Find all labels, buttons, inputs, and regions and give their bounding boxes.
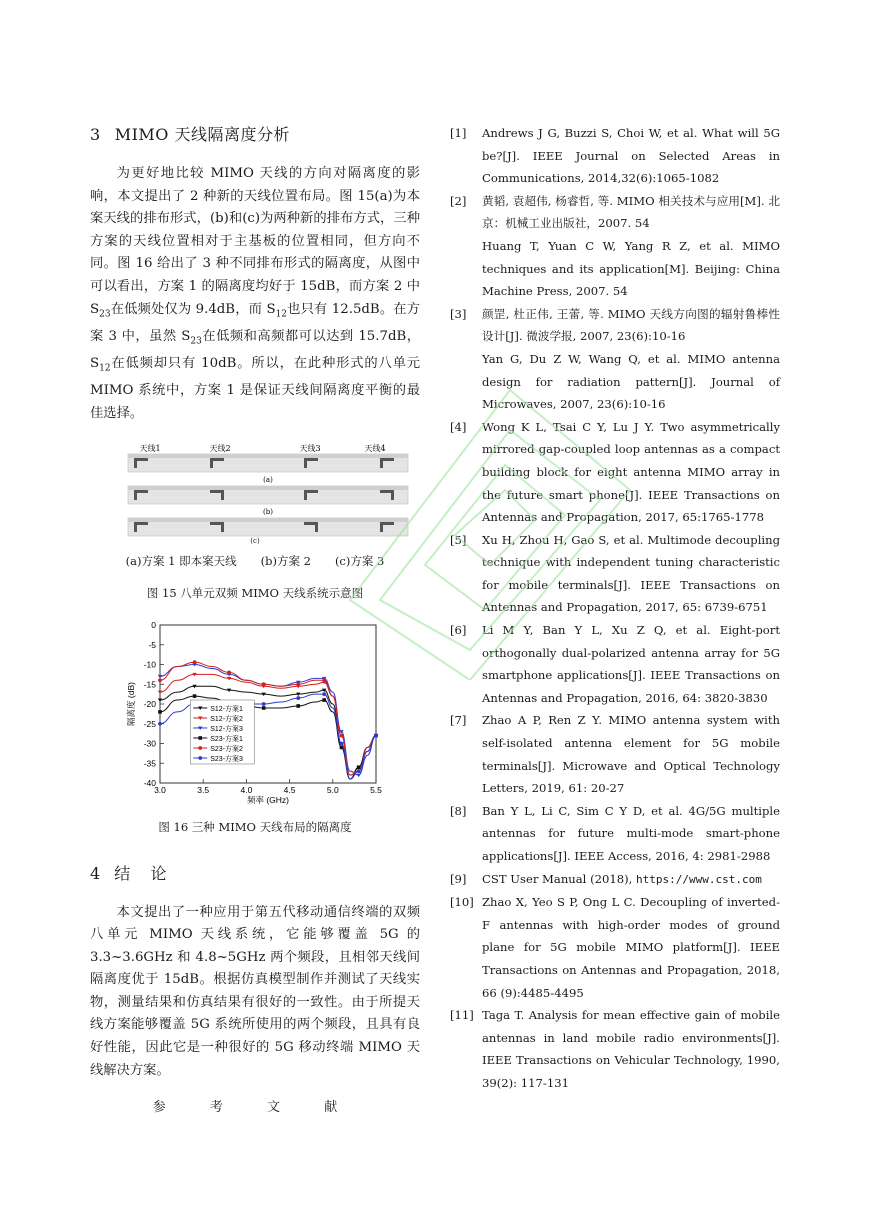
section-title: 结 论 [114, 863, 167, 883]
subcaption-c: (c)方案 3 [334, 553, 385, 568]
data-point [340, 745, 344, 749]
data-point [357, 769, 361, 773]
references-list [450, 122, 780, 1095]
reference-number: [5] [450, 532, 467, 547]
reference-number: [10] [450, 895, 474, 910]
section-number: 3 [90, 125, 101, 144]
reference-number: [1] [450, 126, 467, 140]
reference-text: Zhao A P, Ren Z Y. MIMO antenna system with self-isolated antenna element for 5G mobile terminals[J]. Microwave and Optical Technology Letters, 2019, 61: 20-27 [482, 713, 780, 796]
section-number: 4 [90, 863, 101, 883]
data-point [322, 698, 326, 702]
y-tick-label: -40 [143, 777, 156, 788]
reference-item [450, 709, 780, 799]
y-tick-label: -35 [143, 757, 156, 768]
reference-number: [6] [450, 623, 467, 638]
data-point [374, 733, 378, 737]
x-tick-label: 5.5 [370, 784, 382, 795]
legend-label: S12-方案1 [210, 705, 243, 713]
reference-number: [11] [450, 1008, 474, 1023]
data-point [193, 660, 197, 664]
reference-text: Li M Y, Ban Y L, Xu Z Q, et al. Eight-port orthogonally dual-polarized antenna array for 5G smartphone applications[J]. IEEE Transactions on Antennas and Propagation, 2016, 64: 3820-3830 [482, 623, 780, 705]
y-axis-label: 隔离度 (dB) [126, 681, 136, 726]
text-run: 在低频却只有 10dB。所以，在此种形式的八单元 MIMO 系统中，方案 1 是保证天线间隔离度平衡的最佳选择。 [90, 356, 420, 421]
figure-15: 天线1 天线2 天线3 天线4 (a) (b) (c) (a)方案 1 即本案天线 (b)方案 2 (c)方案 3 图 15 八单元双频 MIMO 天线系统示意图 [90, 440, 420, 601]
section-3-heading [90, 122, 420, 145]
reference-item [450, 800, 780, 868]
reference-text: Zhao X, Yeo S P, Ong L C. Decoupling of inverted-F antennas with high-order modes of ground plane for 5G mobile MIMO platform[J]. IEEE Transactions on Antennas and Propagation, 2018, 66 (9):4485-4495 [482, 895, 780, 1000]
data-point [158, 678, 162, 682]
row-label-a: (a) [263, 475, 273, 484]
x-tick-label: 4.5 [283, 784, 296, 795]
isolation-chart [90, 617, 420, 807]
data-point [322, 678, 326, 682]
text-run: 为更好地比较 MIMO 天线的方向对隔离度的影响，本文提出了 2 种新的天线位置布局。图 15(a)为本案天线的排布形式，(b)和(c)为两种新的排布方式，三种方案的天线位置相对于主基板的位置相同，但方向不同。图 16 给出了 3 种不同排布形式的隔离度，从图中可以看出，方案 1 的隔离度均好于 15dB，而方案 2 中 S [90, 166, 420, 317]
antenna-label-2: 天线2 [209, 443, 231, 453]
x-tick-label: 3.0 [154, 784, 166, 795]
reference-text: Taga T. Analysis for mean effective gain of mobile antennas in land mobile radio environments[J]. IEEE Transactions on Vehicular Technology, 1990, 39(2): 117-131 [482, 1008, 780, 1090]
legend-label: S12-方案2 [210, 715, 243, 723]
y-tick-label: -20 [143, 698, 156, 709]
antenna-layout-diagram [90, 440, 420, 538]
reference-text: 黄韬, 袁超伟, 杨睿哲, 等. MIMO 相关技术与应用[M]. 北京：机械工业出版社，2007. 54 Huang T, Yuan C W, Yang R Z, et al. MIMO techniques and its application[M]. Beijing: China Machine Press, 2007. 54 [482, 193, 780, 299]
legend-marker [198, 756, 202, 760]
subcaption-b: (b)方案 2 [260, 553, 311, 568]
section-4-paragraph: 本文提出了一种应用于第五代移动通信终端的双频八单元 MIMO 天线系统，它能够覆盖 5G 的 3.3~3.6GHz 和 4.8~5GHz 两个频段，且相邻天线间隔离度优于 15dB。根据仿真模型制作并测试了天线实物，测量结果和仿真结果有很好的一致性。由于所提天线方案能够覆盖 5G 系统所使用的两个频段，且具有良好性能，因此它是一种很好的 5G 移动终端 MIMO 天线解决方案。 [90, 904, 420, 1078]
antenna-label-1: 天线1 [139, 443, 161, 453]
data-point [262, 706, 266, 710]
reference-number: [7] [450, 713, 467, 728]
subscript: 12 [275, 309, 288, 320]
layout-row-c [128, 518, 408, 536]
reference-text: 颜罡, 杜正伟, 王蕾, 等. MIMO 天线方向图的辐射鲁棒性设计[J]. 微波学报, 2007, 23(6):10-16 Yan G, Du Z W, Wang Q, et al. MIMO antenna design for radiation pattern[J]. Journal of Microwaves, 2007, 23(6):10-16 [482, 306, 780, 412]
subscript: 23 [99, 309, 111, 320]
y-tick-label: -5 [148, 639, 156, 650]
section-title: MIMO 天线隔离度分析 [114, 125, 290, 144]
data-point [193, 694, 197, 698]
reference-number: [4] [450, 419, 467, 434]
figure-15-caption: 图 15 八单元双频 MIMO 天线系统示意图 [146, 585, 364, 600]
data-point [340, 733, 344, 737]
data-point [296, 696, 300, 700]
reference-item [450, 1004, 780, 1094]
data-point [296, 682, 300, 686]
data-point [296, 704, 300, 708]
data-point [158, 721, 162, 725]
y-tick-label: -15 [143, 678, 156, 689]
subscript: 12 [99, 363, 111, 374]
legend-label: S23-方案3 [210, 755, 243, 763]
x-tick-label: 3.5 [197, 784, 210, 795]
data-point [357, 765, 361, 769]
reference-text: Wong K L, Tsai C Y, Lu J Y. Two asymmetrically mirrored gap-coupled loop antennas as a compact building block for eight antenna MIMO array in the future smart phone[J]. IEEE Transactions on Antennas and Propagation, 2017, 65:1765-1778 [482, 419, 780, 525]
figure-16 [90, 617, 420, 835]
left-column [90, 122, 420, 1115]
antenna-label-4: 天线4 [364, 443, 386, 453]
row-label-b: (b) [263, 507, 273, 516]
reference-item [450, 619, 780, 709]
text-run: 也只有 12.5dB。在方案 3 中，虽然 S [90, 301, 420, 344]
data-point [262, 702, 266, 706]
y-tick-label: 0 [151, 619, 156, 630]
reference-item [450, 416, 780, 529]
reference-item [450, 122, 780, 190]
reference-url: https://www.cst.com [636, 872, 762, 886]
layout-row-a [128, 454, 408, 484]
data-point [227, 670, 231, 674]
y-tick-label: -30 [143, 738, 156, 748]
reference-text: Andrews J G, Buzzi S, Choi W, et al. What will 5G be?[J]. IEEE Journal on Selected Areas in Communications, 2014,32(6):1065-1082 [482, 126, 780, 186]
reference-item [450, 891, 780, 1004]
x-tick-label: 4.0 [240, 784, 253, 795]
layout-row-b [128, 486, 408, 516]
reference-item [450, 190, 780, 303]
reference-number: [8] [450, 803, 467, 818]
reference-number: [3] [450, 306, 467, 321]
antenna-label-3: 天线3 [299, 443, 321, 453]
reference-text: Ban Y L, Li C, Sim C Y D, et al. 4G/5G multiple antennas for future multi-mode smart-phone applications[J]. IEEE Access, 2016, 4: 2981-2988 [482, 803, 780, 863]
section-4-heading [90, 861, 420, 884]
reference-text: CST User Manual (2018), https://www.cst.com [482, 871, 762, 886]
data-point [340, 741, 344, 745]
subscript: 23 [190, 336, 202, 347]
figure-16-caption: 图 16 三种 MIMO 天线布局的隔离度 [158, 819, 352, 834]
reference-item [450, 868, 780, 892]
references-heading: 参 考 文 献 [152, 1100, 358, 1116]
legend-label: S23-方案1 [210, 735, 243, 743]
legend-label: S12-方案3 [210, 725, 243, 733]
section-3-paragraph [90, 163, 420, 426]
text-run: 在低频和高频都可以达到 15.7dB，S [90, 328, 420, 372]
text-run: 在低频处仅为 9.4dB，而 S [110, 301, 276, 317]
legend-marker [198, 746, 202, 750]
subcaption-a: (a)方案 1 即本案天线 [125, 553, 237, 568]
reference-text: Xu H, Zhou H, Gao S, et al. Multimode decoupling technique with independent tuning characteristic for mobile terminals[J]. IEEE Transactions on Antennas and Propagation, 2017, 65: 6739-6751 [482, 532, 780, 615]
legend-label: S23-方案2 [210, 745, 243, 753]
reference-item [450, 303, 780, 416]
y-tick-label: -25 [143, 718, 156, 729]
data-point [158, 710, 162, 714]
figure-15-subcaptions [90, 553, 420, 569]
legend-marker [198, 736, 202, 740]
x-axis-label: 频率 (GHz) [246, 794, 290, 805]
y-tick-label: -10 [143, 659, 156, 669]
data-point [262, 682, 266, 686]
reference-number: [2] [450, 193, 467, 208]
reference-item [450, 529, 780, 619]
reference-number: [9] [450, 871, 467, 886]
data-point [322, 692, 326, 696]
x-tick-label: 5.0 [326, 784, 339, 795]
